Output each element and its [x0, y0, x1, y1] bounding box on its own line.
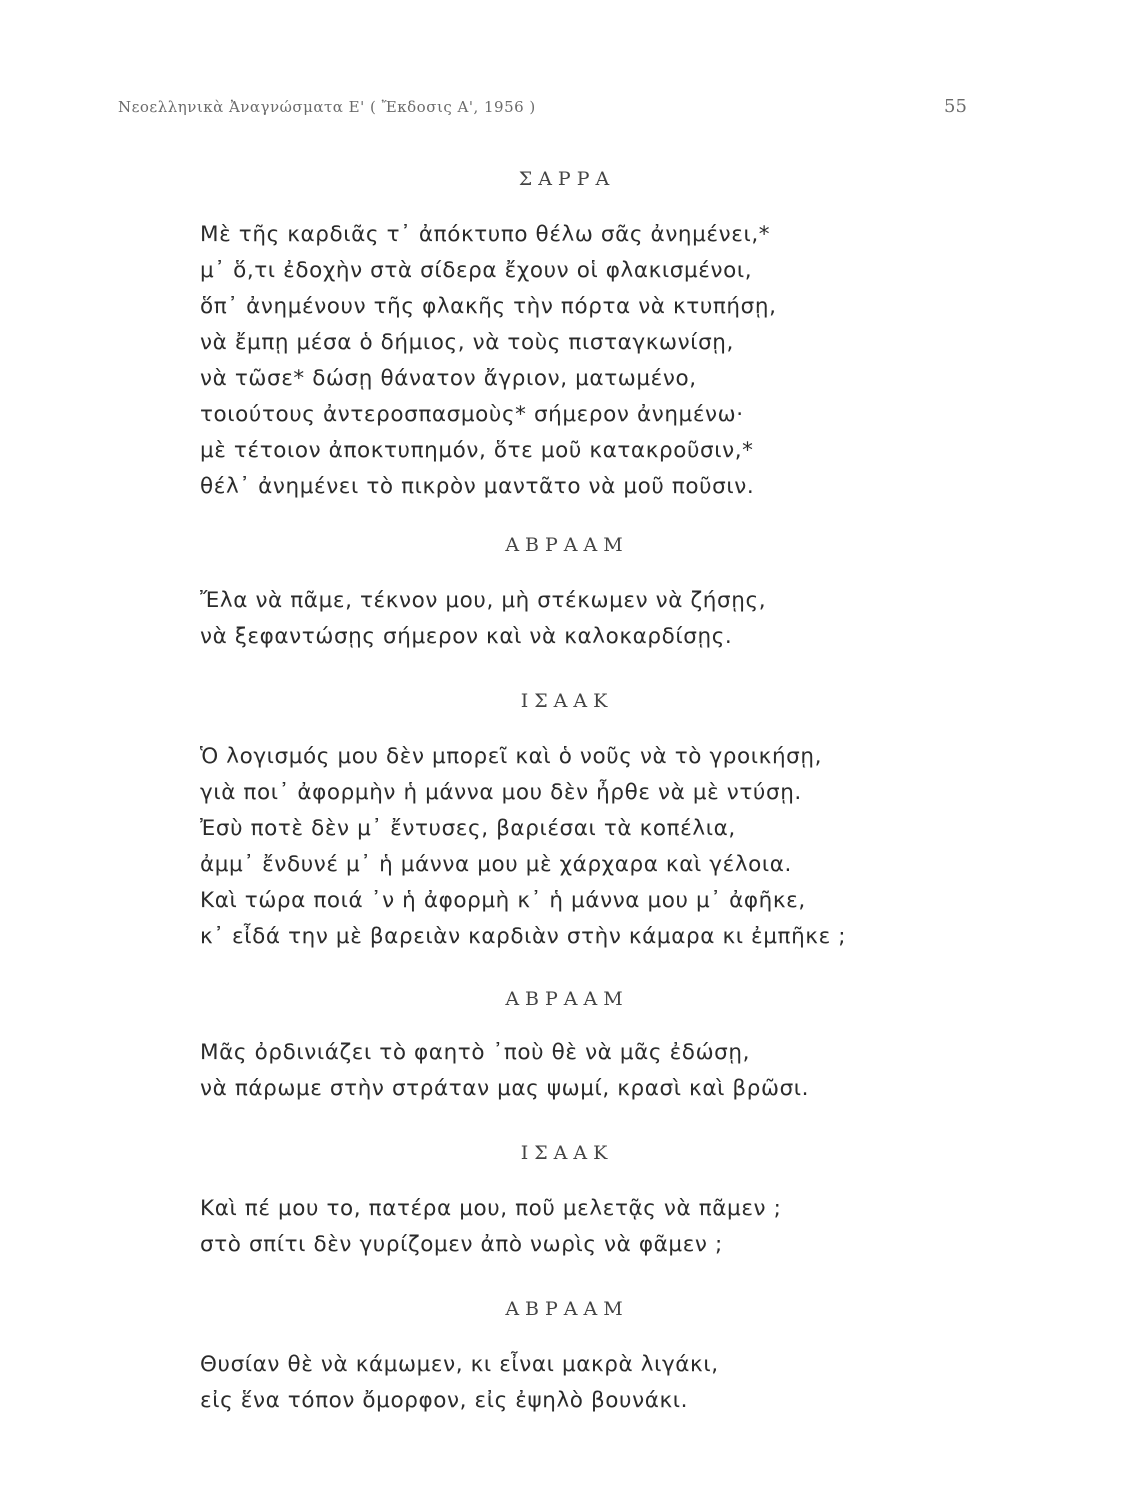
verse-line: Ὁ λογισμός μου δὲν μπορεῖ καὶ ὁ νοῦς νὰ τὸ γροικήσῃ, — [200, 744, 823, 769]
speaker-heading: ΑΒΡΑΑΜ — [505, 988, 629, 1010]
verse-line: ὅπ᾽ ἀνημένουν τῆς φλακῆς τὴν πόρτα νὰ κτυπήσῃ, — [200, 294, 777, 319]
speaker-heading: ΑΒΡΑΑΜ — [505, 1298, 629, 1320]
verse-line: γιὰ ποι᾽ ἀφορμὴν ἡ μάννα μου δὲν ἦρθε νὰ μὲ ντύσῃ. — [200, 780, 802, 805]
verse-line: τοιούτους ἀντεροσπασμοὺς* σήμερον ἀνημένω· — [200, 402, 744, 427]
verse-line: μὲ τέτοιον ἀποκτυπημόν, ὅτε μοῦ κατακροῦσιν,* — [200, 438, 754, 463]
verse-line: Μᾶς ὀρδινιάζει τὸ φαητὸ ᾽ποὺ θὲ νὰ μᾶς ἐδώσῃ, — [200, 1040, 751, 1065]
verse-line: θέλ᾽ ἀνημένει τὸ πικρὸν μαντᾶτο νὰ μοῦ ποῦσιν. — [200, 474, 755, 499]
verse-line: Καὶ πέ μου το, πατέρα μου, ποῦ μελετᾷς νὰ πᾶμεν ; — [200, 1196, 782, 1221]
running-header: Νεοελληνικὰ Ἀναγνώσματα Ε' ( Ἔκδοσις Α', 1956 ) — [118, 98, 536, 116]
verse-line: ἀμμ᾽ ἔνδυνέ μ᾽ ἡ μάννα μου μὲ χάρχαρα καὶ γέλοια. — [200, 852, 792, 877]
verse-line: εἰς ἕνα τόπον ὄμορφον, εἰς ἐψηλὸ βουνάκι. — [200, 1388, 689, 1413]
verse-line: Καὶ τώρα ποιά ᾽ν ἡ ἀφορμὴ κ᾽ ἡ μάννα μου μ᾽ ἀφῆκε, — [200, 888, 806, 913]
verse-line: νὰ πάρωμε στὴν στράταν μας ψωμί, κρασὶ καὶ βρῶσι. — [200, 1076, 810, 1101]
verse-line: Μὲ τῆς καρδιᾶς τ᾽ ἀπόκτυπο θέλω σᾶς ἀνημένει,* — [200, 222, 771, 247]
verse-line: νὰ ξεφαντώσῃς σήμερον καὶ νὰ καλοκαρδίσῃς. — [200, 624, 733, 649]
verse-line: νὰ ἔμπῃ μέσα ὁ δήμιος, νὰ τοὺς πισταγκωνίσῃ, — [200, 330, 734, 355]
speaker-heading: ΣΑΡΡΑ — [518, 168, 616, 190]
verse-line: μ᾽ ὅ,τι ἐδοχὴν στὰ σίδερα ἔχουν οἱ φλακισμένοι, — [200, 258, 753, 283]
verse-line: Θυσίαν θὲ νὰ κάμωμεν, κι εἶναι μακρὰ λιγάκι, — [200, 1352, 719, 1377]
speaker-heading: ΙΣΑΑΚ — [520, 690, 614, 712]
page-number: 55 — [944, 96, 967, 117]
speaker-heading: ΑΒΡΑΑΜ — [505, 534, 629, 556]
verse-line: κ᾽ εἶδά την μὲ βαρειὰν καρδιὰν στὴν κάμαρα κι ἐμπῆκε ; — [200, 924, 847, 949]
speaker-heading: ΙΣΑΑΚ — [520, 1142, 614, 1164]
verse-line: Ἔλα νὰ πᾶμε, τέκνον μου, μὴ στέκωμεν νὰ ζήσῃς, — [200, 588, 767, 613]
verse-line: Ἐσὺ ποτὲ δὲν μ᾽ ἔντυσες, βαριέσαι τὰ κοπέλια, — [200, 816, 736, 841]
verse-line: νὰ τῶσε* δώσῃ θάνατον ἄγριον, ματωμένο, — [200, 366, 697, 391]
verse-line: στὸ σπίτι δὲν γυρίζομεν ἀπὸ νωρὶς νὰ φᾶμεν ; — [200, 1232, 723, 1257]
